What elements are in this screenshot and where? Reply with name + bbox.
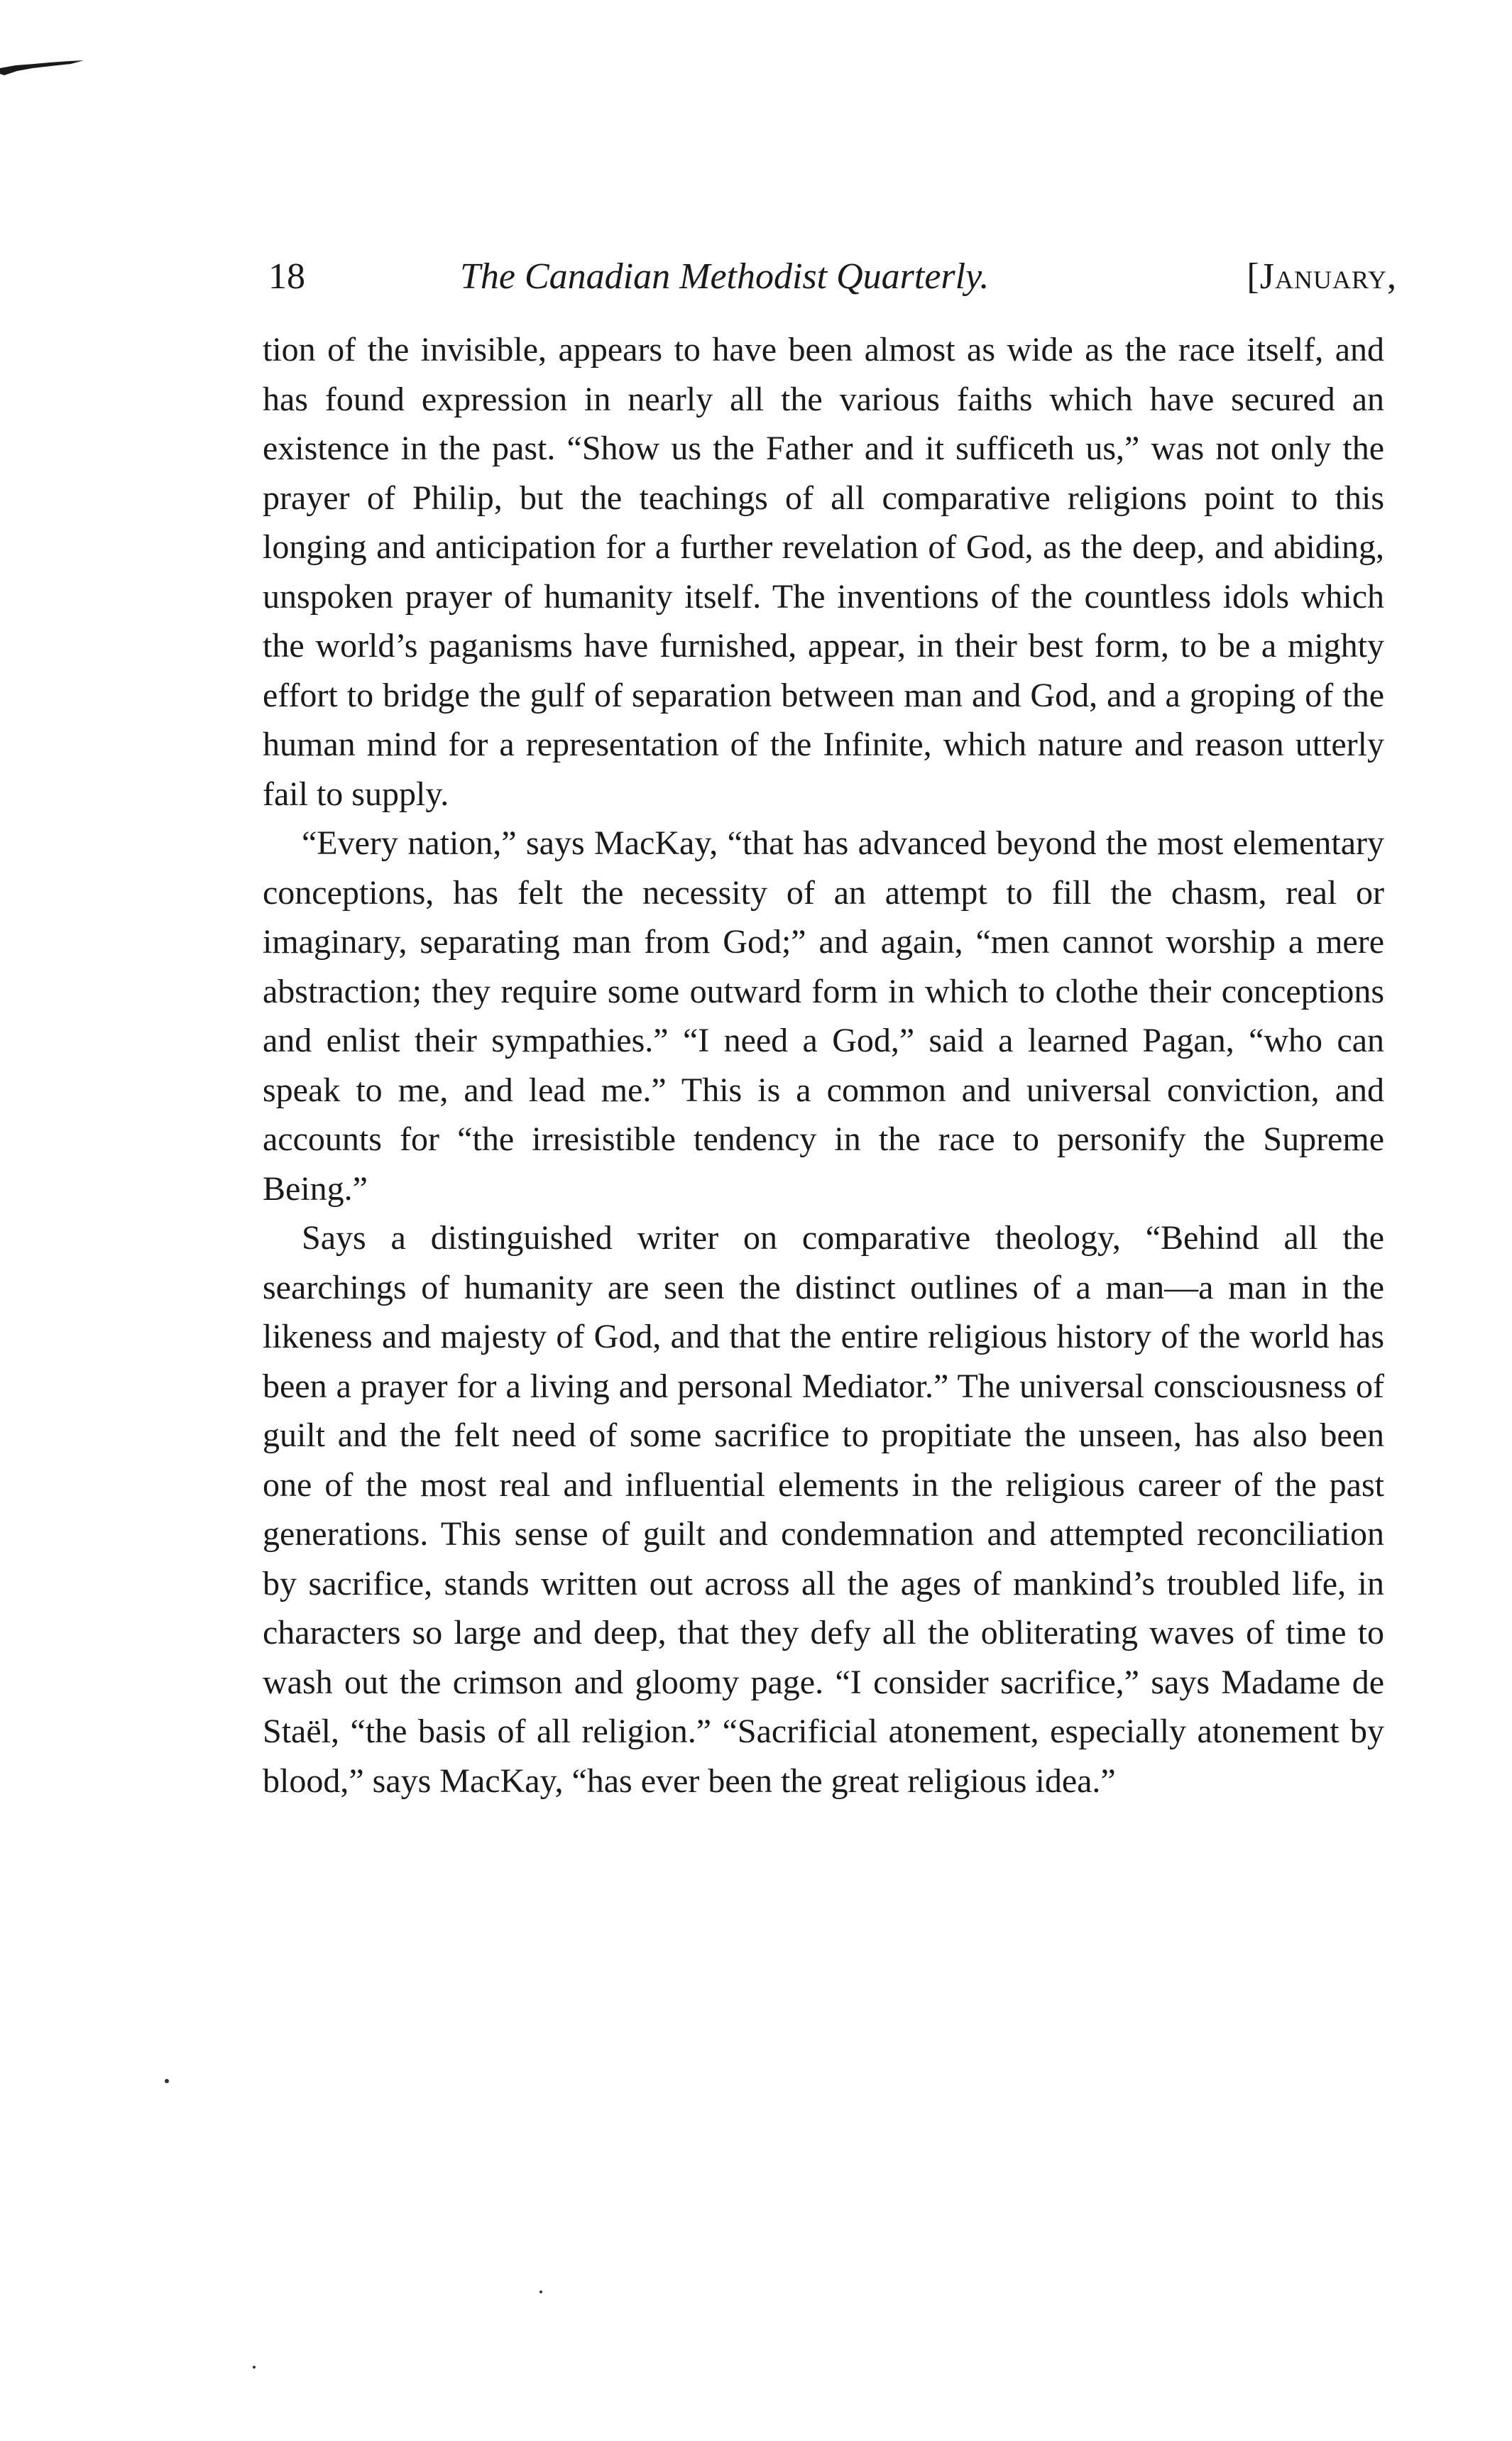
stray-dot-margin <box>165 2079 169 2083</box>
paragraph-2: “Every nation,” says MacKay, “that has advanced beyond the most elementary conceptions, has felt the necessity of an attempt to fill the chasm, real or imaginary, separating man from God;” and again, “men cannot worship a mere abstraction; they require some outward form in which to clothe their conceptions and enlist their sympathies.” “I need a God,” said a learned Pagan, “who can speak to me, and lead me.” This is a common and universal conviction, and accounts for “the irresistible tendency in the race to personify the Supreme Being.” <box>263 824 1384 1208</box>
stray-dot-bottom <box>253 2366 256 2369</box>
article-body <box>263 325 1384 1806</box>
scan-artifact-mark <box>0 58 85 80</box>
page-number: 18 <box>268 256 305 297</box>
stray-dot-lower <box>539 2290 542 2293</box>
paragraph-3: Says a distinguished writer on comparative theology, “Behind all the searchings of humanity are seen the distinct outlines of a man—a man in the likeness and majesty of God, and that the entire religious history of the world has been a prayer for a living and personal Mediator.” The universal consciousness of guilt and the felt need of some sacrifice to propitiate the unseen, has also been one of the most real and influential elements in the religious career of the past generations. This sense of guilt and condemnation and attempted reconciliation by sacrifice, stands written out across all the ages of mankind’s troubled life, in characters so large and deep, that they defy all the obliterating waves of time to wash out the crimson and gloomy page. “I consider sacrifice,” says Madame de Staël, “the basis of all religion.” “Sacrificial atonement, especially atonement by blood,” says MacKay, “has ever been the great religious idea.” <box>263 1219 1384 1800</box>
running-title: The Canadian Methodist Quarterly. <box>460 256 990 297</box>
running-header <box>268 245 1397 309</box>
running-date: [January, <box>1247 256 1397 297</box>
paragraph-1: tion of the invisible, appears to have been almost as wide as the race itself, and has found expression in nearly all the various faiths which have secured an existence in the past. “Show us the Father and it sufficeth us,” was not only the prayer of Philip, but the teachings of all comparative religions point to this longing and anticipation for a further revelation of God, as the deep, and abiding, unspoken prayer of humanity itself. The inventions of the countless idols which the world’s paganisms have furnished, appear, in their best form, to be a mighty effort to bridge the gulf of separation between man and God, and a groping of the human mind for a representation of the Infinite, which nature and reason utterly fail to supply. <box>263 331 1384 813</box>
